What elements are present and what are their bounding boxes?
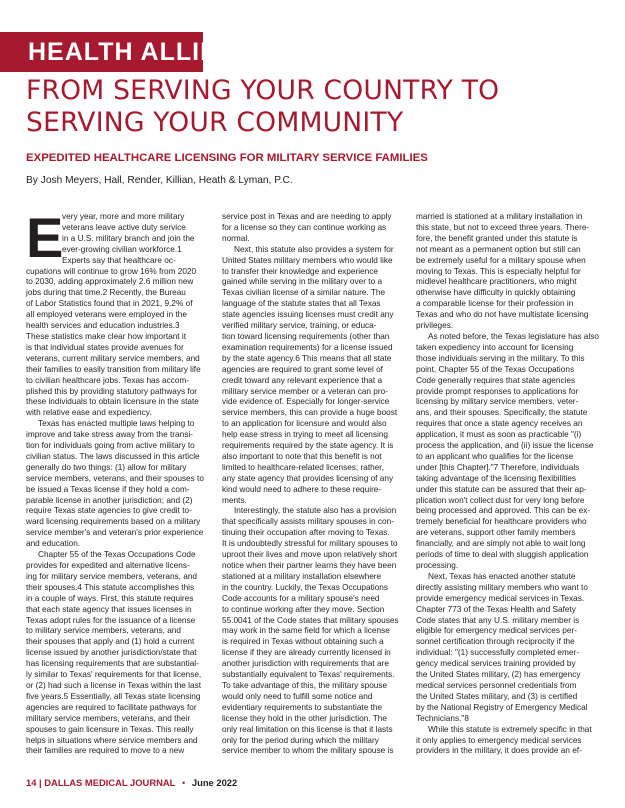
text-line: financially, and are simply not able to wait long: [416, 539, 586, 549]
text-line: those individuals serving in the military. To this: [416, 353, 585, 363]
text-line: that specifically assists military spouses in con-: [222, 517, 394, 527]
footer-separator: |: [39, 777, 42, 788]
text-line: stationed at a military installation elsewhere: [222, 571, 382, 581]
text-line: As noted before, the Texas legislature has also: [428, 331, 599, 341]
article-title: [26, 75, 616, 138]
text-line: periods of time to deal with sluggish application: [416, 550, 589, 560]
text-line: cupations will continue to grow 16% from 2020: [26, 266, 197, 276]
text-line: only real limitation on this license is that it lasts: [222, 724, 393, 734]
text-line: military service member or a veteran can pro-: [222, 386, 388, 396]
text-line: plication won't collect dust for very long before: [416, 495, 585, 505]
text-line: in the country. Luckily, the Texas Occupations: [222, 582, 389, 592]
text-line: to continue working after they move. Section: [222, 604, 385, 614]
text-line: taken expediency into account for licensing: [416, 342, 574, 352]
text-line: married is stationed at a military installation in: [416, 212, 583, 221]
text-line: their families to easily transition from military life: [26, 364, 201, 374]
text-line: Technicians."8: [416, 713, 469, 723]
page-number: 14: [26, 777, 37, 788]
text-line: also important to note that this benefit is not: [222, 451, 382, 461]
text-line: helps in situations where service members and: [26, 735, 198, 745]
text-line: Next, this statute also provides a system for: [234, 244, 394, 254]
text-line: substantially equivalent to Texas' requirements.: [222, 670, 395, 680]
text-line: notice when their partner learns they have been: [222, 561, 397, 570]
text-line: has licensing requirements that are substantial-: [26, 659, 199, 669]
issue-date: June 2022: [191, 777, 238, 788]
text-line: uproot their lives and move upon relatively short: [222, 550, 398, 560]
text-line: gency medical services training provided by: [416, 659, 576, 669]
text-line: service members, veterans, and their spouses to: [26, 473, 204, 483]
text-line: health services and education industries.3: [26, 321, 180, 331]
journal-name: DALLAS MEDICAL JOURNAL: [44, 777, 176, 788]
text-line: require Texas state agencies to give credit to-: [26, 506, 192, 516]
text-line: midlevel healthcare practitioners, who might: [416, 277, 577, 287]
text-line: application, it must as soon as practicable "(i): [416, 430, 582, 440]
text-line: Next, Texas has enacted another statute: [428, 571, 576, 581]
text-line: eligible for emergency medical services per-: [416, 626, 577, 636]
text-line: license issued by another jurisdiction/state that: [26, 648, 197, 658]
text-line: very year, more and more military: [62, 212, 185, 221]
text-line: 55.0041 of the Code states that military spouses: [222, 615, 399, 625]
text-line: vide evidence of. Especially for longer-service: [222, 397, 390, 407]
text-line: tion toward licensing requirements (other than: [222, 331, 390, 341]
text-line: to transfer their knowledge and experience: [222, 266, 378, 276]
text-line: gained while serving in the military over to a: [222, 277, 383, 287]
text-line: by the National Registry of Emergency Medical: [416, 702, 588, 712]
text-line: of Labor Statistics found that in 2021, 9.2% of: [26, 299, 193, 309]
text-line: These statistics make clear how important it: [26, 331, 187, 341]
text-line: requires that once a state agency receives an: [416, 419, 583, 429]
text-line: a comparable license for their profession in: [416, 299, 574, 309]
text-line: It is undoubtedly stressful for military spouses to: [222, 539, 398, 549]
text-line: individual: "(1) successfully completed emer-: [416, 648, 579, 658]
text-line: may work in the same field for which a license: [222, 626, 390, 636]
text-line: Texas adopt rules for the issuance of a license: [26, 615, 196, 625]
text-line: jobs during that time.2 Recently, the Bureau: [26, 288, 186, 298]
text-line: provides for expedited and alternative licens-: [26, 561, 190, 570]
text-line: provide emergency medical services in Texas.: [416, 593, 585, 603]
text-line: provide prompt responses to applications for: [416, 386, 579, 396]
text-line: limited to healthcare-related licenses; rather,: [222, 462, 384, 472]
text-line: taking advantage of the licensing flexibilities: [416, 473, 577, 483]
text-line: United States military members who would like: [222, 255, 393, 265]
text-line: parable license in another jurisdiction; and (2): [26, 495, 193, 505]
section-banner: HEALTH ALLIES: [0, 32, 203, 72]
text-line: to an application for licensure and would also: [222, 419, 387, 429]
text-line: spouses to gain licensure in Texas. This really: [26, 724, 194, 734]
text-line: with relative ease and expediency.: [26, 408, 152, 418]
text-line: ments.: [222, 495, 247, 505]
text-line: service post in Texas and are needing to apply: [222, 212, 392, 221]
text-line: not meant as a permanent option but still can: [416, 244, 581, 254]
text-line: ward licensing requirements based on a military: [26, 517, 201, 527]
text-line: examination requirements) for a license issued: [222, 342, 393, 352]
text-line: by the state agency.6 This means that all state: [222, 353, 392, 363]
text-line: their families are required to move to a new: [26, 746, 185, 756]
text-line: be extremely useful for a military spouse when: [416, 255, 586, 265]
text-line: Texas civilian license of a similar nature. The: [222, 288, 386, 298]
text-line: to military service members, veterans, and: [26, 626, 181, 636]
text-line: agencies are required to facilitate pathways for: [26, 702, 197, 712]
text-line: service member's and veteran's prior experience: [26, 528, 204, 538]
text-line: kind would need to adhere to these require-: [222, 484, 382, 494]
text-line: medical services personnel credentials from: [416, 680, 577, 690]
text-line: their spouses that apply and (1) hold a current: [26, 637, 195, 647]
text-line: service members, this can provide a huge boost: [222, 408, 398, 418]
text-line: all employed veterans were employed in the: [26, 310, 187, 320]
drop-cap: E: [26, 206, 64, 269]
text-line: is that individual states provide avenues for: [26, 342, 184, 352]
text-line: for a license so they can continue working as: [222, 222, 387, 232]
page-footer: [26, 777, 616, 789]
text-line: service member to whom the military spouse is: [222, 746, 394, 756]
text-line: Code states that any U.S. military member is: [416, 615, 580, 625]
text-line: ly similar to Texas' requirements for that license,: [26, 670, 202, 680]
text-line: ans, and their spouses. Specifically, the statute: [416, 408, 588, 418]
text-line: help ease stress in trying to meet all licensing: [222, 430, 388, 440]
text-line: licensing by military service members, veter-: [416, 397, 579, 407]
text-line: privileges.: [416, 321, 454, 331]
text-line: their spouses.4 This statute accomplishes this: [26, 582, 195, 592]
text-line: directly assisting military members who want to: [416, 582, 588, 592]
footer-bullet: •: [181, 777, 186, 788]
text-line: normal.: [222, 233, 250, 243]
text-line: be issued a Texas license if they hold a com-: [26, 484, 190, 494]
text-line: evidentiary requirements to substantiate the: [222, 702, 383, 712]
text-line: While this statute is extremely specific in that: [428, 724, 592, 734]
text-line: plished this by providing statutory pathways for: [26, 386, 198, 396]
text-line: civilian status. The laws discussed in this article: [26, 451, 200, 461]
text-line: ever-growing civilian workforce.1: [62, 244, 182, 254]
text-line: or (2) had such a license in Texas within the last: [26, 680, 202, 690]
text-line: tinuing their occupation after moving to Texas.: [222, 528, 390, 538]
text-line: another jurisdiction with requirements that are: [222, 659, 389, 669]
text-line: veterans leave active duty service: [62, 222, 186, 232]
text-line: state agencies issuing licenses must credit any: [222, 310, 394, 320]
text-line: would only need to fulfill some notice and: [222, 691, 373, 701]
text-line: the United States military, (2) has emergency: [416, 670, 581, 680]
text-line: tremely beneficial for healthcare providers who: [416, 517, 587, 527]
text-line: to civilian healthcare jobs. Texas has accom-: [26, 375, 190, 385]
text-line: agencies are required to grant some level of: [222, 364, 383, 374]
text-line: it only applies to emergency medical services: [416, 735, 582, 745]
text-line: process the application, and (ii) issue the license: [416, 441, 594, 451]
text-line: To take advantage of this, the military spouse: [222, 680, 388, 690]
text-line: language of the statute states that all Texas: [222, 299, 381, 309]
text-line: providers in the military, it does provide an ef-: [416, 746, 582, 756]
text-line: are veterans, support other family members: [416, 528, 576, 538]
text-line: Chapter 773 of the Texas Health and Safety: [416, 604, 576, 614]
text-line: under [this Chapter]."7 Therefore, individuals: [416, 462, 580, 472]
text-line: Interestingly, the statute also has a provision: [234, 506, 397, 516]
text-line: fore, the benefit granted under this statute is: [416, 233, 578, 243]
text-line: this state, but not to exceed three years. There-: [416, 222, 590, 232]
text-line: ing for military service members, veterans, and: [26, 571, 198, 581]
article-column-3: [416, 212, 600, 757]
text-line: Experts say that healthcare oc-: [62, 255, 176, 265]
text-line: and education.: [26, 539, 81, 549]
text-line: is required in Texas without obtaining such a: [222, 637, 384, 647]
text-line: requirements required by the state agency. It is: [222, 441, 394, 451]
text-line: only for the period during which the military: [222, 735, 379, 745]
article-column-2: [222, 212, 406, 757]
text-line: in a U.S. military branch and join the: [62, 233, 195, 243]
text-line: any state agency that provides licensing of any: [222, 473, 394, 483]
text-line: license if they are already currently licensed in: [222, 648, 391, 658]
article-subtitle: EXPEDITED HEALTHCARE LICENSING FOR MILITARY SERVICE FAMILIES: [26, 152, 428, 164]
text-line: moving to Texas. This is especially helpful for: [416, 266, 581, 276]
text-line: being processed and approved. This can be ex-: [416, 506, 591, 516]
text-line: Chapter 55 of the Texas Occupations Code: [38, 550, 196, 560]
text-line: these individuals to obtain licensure in the state: [26, 397, 199, 407]
text-line: credit toward any relevant experience that a: [222, 375, 383, 385]
text-line: verified military service, training, or educa-: [222, 321, 377, 331]
text-line: processing.: [416, 561, 459, 570]
text-line: tion for individuals going from active military to: [26, 441, 195, 451]
text-line: veterans, current military service members, and: [26, 353, 200, 363]
text-line: otherwise have difficulty in quickly obtaining: [416, 288, 576, 298]
text-line: improve and take stress away from the transi-: [26, 430, 193, 440]
text-line: that each state agency that issues licenses in: [26, 604, 192, 614]
text-line: to 2030, adding approximately 2.6 million new: [26, 277, 194, 287]
title-line-2: SERVING YOUR COMMUNITY: [26, 106, 404, 138]
text-line: military service members, veterans, and their: [26, 713, 191, 723]
text-line: five years.5 Essentially, all Texas state licensing: [26, 691, 201, 701]
text-line: point, Chapter 55 of the Texas Occupations: [416, 364, 575, 374]
text-line: Code accounts for a military spouse's need: [222, 593, 380, 603]
byline: By Josh Meyers, Hall, Render, Killian, Heath & Lyman, P.C.: [26, 175, 293, 186]
text-line: to an applicant who qualifies for the license: [416, 451, 574, 461]
text-line: license they hold in the other jurisdiction. The: [222, 713, 387, 723]
title-line-1: FROM SERVING YOUR COUNTRY TO: [26, 75, 500, 106]
text-line: Texas has enacted multiple laws helping to: [38, 419, 195, 429]
article-column-1: [26, 206, 208, 757]
text-line: Code generally requires that state agencies: [416, 375, 576, 385]
text-line: Texas and who do not have multistate licensing: [416, 310, 589, 320]
text-line: sonnel certification through reciprocity if the: [416, 637, 575, 647]
text-line: generally do two things: (1) allow for military: [26, 462, 187, 472]
text-line: under this statute can be assured that their ap-: [416, 484, 587, 494]
text-line: the United States military, and (3) is certified: [416, 691, 578, 701]
text-line: in a couple of ways. First, this statute requires: [26, 593, 194, 603]
